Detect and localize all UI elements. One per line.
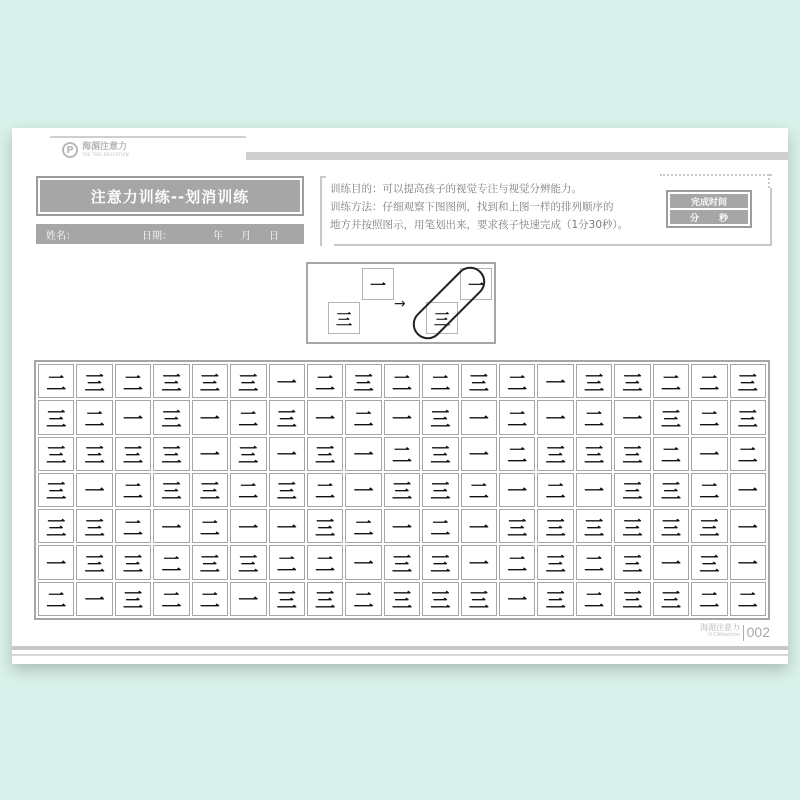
grid-cell[interactable]: 二 bbox=[576, 582, 612, 616]
grid-cell[interactable]: 三 bbox=[653, 400, 689, 434]
grid-cell[interactable]: 一 bbox=[345, 437, 381, 471]
grid-cell[interactable]: 一 bbox=[537, 364, 573, 398]
grid-cell[interactable]: 二 bbox=[499, 364, 535, 398]
grid-cell[interactable]: 一 bbox=[730, 473, 766, 507]
grid-cell[interactable]: 三 bbox=[499, 509, 535, 543]
instructions-frame-right bbox=[768, 188, 772, 246]
grid-cell[interactable]: 三 bbox=[38, 509, 74, 543]
example-cell-top: 一 bbox=[362, 268, 394, 300]
grid-cell[interactable]: 一 bbox=[76, 582, 112, 616]
grid-cell[interactable]: 三 bbox=[307, 582, 343, 616]
grid-cell[interactable]: 三 bbox=[269, 473, 305, 507]
grid-cell[interactable]: 一 bbox=[499, 473, 535, 507]
grid-cell[interactable]: 二 bbox=[499, 400, 535, 434]
grid-cell[interactable]: 三 bbox=[730, 400, 766, 434]
grid-cell[interactable]: 三 bbox=[614, 437, 650, 471]
grid-cell[interactable]: 三 bbox=[76, 364, 112, 398]
grid-cell[interactable]: 一 bbox=[653, 545, 689, 579]
grid-cell[interactable]: 三 bbox=[422, 437, 458, 471]
grid-cell[interactable]: 一 bbox=[230, 582, 266, 616]
footer-bar bbox=[12, 646, 788, 650]
example-cell-bottom: 三 bbox=[328, 302, 360, 334]
grid-cell[interactable]: 一 bbox=[115, 400, 151, 434]
grid-cell[interactable]: 二 bbox=[192, 509, 228, 543]
symbol-grid bbox=[38, 364, 766, 616]
brand-name-en: THE TIDE EDUCATION bbox=[82, 152, 129, 157]
footer-separator bbox=[743, 625, 744, 641]
page-title: 注意力训练--划消训练 bbox=[40, 180, 300, 212]
grid-cell[interactable]: 一 bbox=[192, 437, 228, 471]
grid-cell[interactable]: 三 bbox=[730, 364, 766, 398]
grid-cell[interactable]: 一 bbox=[499, 582, 535, 616]
completion-time-units bbox=[670, 210, 748, 224]
grid-cell[interactable]: 二 bbox=[576, 545, 612, 579]
footer-brand-en: H CAttention bbox=[708, 632, 740, 638]
grid-cell[interactable]: 一 bbox=[269, 437, 305, 471]
grid-cell[interactable]: 三 bbox=[38, 400, 74, 434]
grid-cell[interactable]: 二 bbox=[38, 364, 74, 398]
grid-cell[interactable]: 二 bbox=[192, 582, 228, 616]
month-label: 月 bbox=[241, 230, 251, 242]
grid-cell[interactable]: 一 bbox=[38, 545, 74, 579]
grid-cell[interactable]: 一 bbox=[345, 473, 381, 507]
instructions-frame-bottom bbox=[334, 240, 772, 246]
grid-cell[interactable]: 三 bbox=[614, 364, 650, 398]
grid-cell[interactable]: 二 bbox=[422, 509, 458, 543]
grid-cell[interactable]: 二 bbox=[730, 437, 766, 471]
instruction-method-cont: 地方并按照图示，用笔划出来，要求孩子快速完成（1分30秒）。 bbox=[330, 219, 629, 231]
header-notch bbox=[12, 152, 246, 160]
grid-cell[interactable]: 二 bbox=[576, 400, 612, 434]
grid-cell[interactable]: 二 bbox=[653, 364, 689, 398]
date-label: 日期： bbox=[142, 230, 172, 242]
instruction-purpose: 训练目的：可以提高孩子的视觉专注与视觉分辨能力。 bbox=[330, 183, 582, 195]
grid-cell[interactable]: 二 bbox=[499, 437, 535, 471]
grid-cell[interactable]: 二 bbox=[115, 509, 151, 543]
grid-cell[interactable]: 二 bbox=[38, 582, 74, 616]
grid-cell[interactable]: 一 bbox=[576, 473, 612, 507]
grid-cell[interactable]: 一 bbox=[537, 400, 573, 434]
grid-cell[interactable]: 三 bbox=[153, 364, 189, 398]
grid-cell[interactable]: 三 bbox=[653, 582, 689, 616]
grid-cell[interactable]: 三 bbox=[422, 473, 458, 507]
grid-cell[interactable]: 三 bbox=[653, 473, 689, 507]
grid-cell[interactable]: 二 bbox=[461, 473, 497, 507]
grid-cell[interactable]: 一 bbox=[730, 545, 766, 579]
grid-cell[interactable]: 一 bbox=[345, 545, 381, 579]
grid-cell[interactable]: 三 bbox=[345, 364, 381, 398]
grid-cell[interactable]: 三 bbox=[537, 437, 573, 471]
grid-cell[interactable]: 三 bbox=[461, 364, 497, 398]
grid-cell[interactable]: 三 bbox=[384, 545, 420, 579]
name-label: 姓名： bbox=[46, 230, 76, 242]
page-number: 002 bbox=[746, 624, 770, 640]
grid-cell[interactable]: 二 bbox=[653, 437, 689, 471]
year-label: 年 bbox=[213, 230, 223, 242]
grid-cell[interactable]: 二 bbox=[691, 400, 727, 434]
grid-cell[interactable]: 二 bbox=[499, 545, 535, 579]
grid-cell[interactable]: 一 bbox=[614, 400, 650, 434]
completion-time-label: 完成时间 bbox=[670, 194, 748, 208]
grid-cell[interactable]: 二 bbox=[691, 364, 727, 398]
grid-cell[interactable]: 三 bbox=[307, 509, 343, 543]
logo-icon: P bbox=[62, 142, 78, 158]
grid-cell[interactable]: 二 bbox=[691, 582, 727, 616]
grid-cell[interactable]: 一 bbox=[76, 473, 112, 507]
grid-cell[interactable]: 三 bbox=[614, 545, 650, 579]
grid-cell[interactable]: 三 bbox=[230, 545, 266, 579]
grid-cell[interactable]: 一 bbox=[384, 509, 420, 543]
grid-cell[interactable]: 三 bbox=[76, 545, 112, 579]
grid-cell[interactable]: 一 bbox=[461, 400, 497, 434]
grid-cell[interactable]: 二 bbox=[384, 437, 420, 471]
grid-cell[interactable]: 二 bbox=[76, 400, 112, 434]
grid-cell[interactable]: 三 bbox=[576, 364, 612, 398]
grid-cell[interactable]: 二 bbox=[345, 582, 381, 616]
grid-cell[interactable]: 一 bbox=[269, 509, 305, 543]
grid-cell[interactable]: 三 bbox=[115, 437, 151, 471]
grid-cell[interactable]: 三 bbox=[153, 473, 189, 507]
grid-cell[interactable]: 一 bbox=[730, 509, 766, 543]
grid-cell[interactable]: 三 bbox=[614, 509, 650, 543]
grid-cell[interactable]: 三 bbox=[76, 437, 112, 471]
instructions-frame-dots bbox=[660, 174, 772, 178]
grid-cell[interactable]: 二 bbox=[345, 509, 381, 543]
grid-cell[interactable]: 三 bbox=[115, 582, 151, 616]
arrow-icon: → bbox=[394, 296, 406, 312]
grid-cell[interactable]: 三 bbox=[691, 545, 727, 579]
instructions bbox=[330, 180, 660, 234]
completion-time-box bbox=[666, 190, 752, 228]
grid-cell[interactable]: 三 bbox=[38, 437, 74, 471]
title-box bbox=[36, 176, 304, 216]
footer-brand bbox=[700, 624, 740, 638]
grid-cell[interactable]: 三 bbox=[230, 437, 266, 471]
grid-cell[interactable]: 二 bbox=[691, 473, 727, 507]
grid-cell[interactable]: 三 bbox=[192, 364, 228, 398]
grid-cell[interactable]: 三 bbox=[461, 582, 497, 616]
grid-cell[interactable]: 三 bbox=[653, 509, 689, 543]
grid-cell[interactable]: 二 bbox=[307, 545, 343, 579]
grid-cell[interactable]: 三 bbox=[384, 473, 420, 507]
grid-cell[interactable]: 三 bbox=[192, 473, 228, 507]
grid-cell[interactable]: 一 bbox=[461, 437, 497, 471]
result-cell-top: 一 bbox=[460, 268, 492, 300]
grid-cell[interactable]: 一 bbox=[192, 400, 228, 434]
grid-cell[interactable]: 三 bbox=[537, 582, 573, 616]
grid-cell[interactable]: 三 bbox=[422, 545, 458, 579]
second-label: 秒 bbox=[718, 213, 728, 224]
grid-cell[interactable]: 三 bbox=[537, 509, 573, 543]
instructions-frame-dots-right bbox=[768, 174, 770, 188]
grid-cell[interactable]: 三 bbox=[576, 509, 612, 543]
grid-cell[interactable]: 三 bbox=[76, 509, 112, 543]
grid-cell[interactable]: 二 bbox=[307, 364, 343, 398]
grid-cell[interactable]: 二 bbox=[115, 364, 151, 398]
grid-cell[interactable]: 三 bbox=[192, 545, 228, 579]
symbol-grid-frame bbox=[34, 360, 770, 620]
grid-cell[interactable]: 一 bbox=[230, 509, 266, 543]
minute-label: 分 bbox=[689, 213, 699, 224]
grid-cell[interactable]: 三 bbox=[269, 400, 305, 434]
result-cell-bottom: 三 bbox=[426, 302, 458, 334]
example-diagram bbox=[306, 262, 496, 344]
brand-name-cn: 海湄注意力 bbox=[82, 142, 128, 152]
grid-cell[interactable]: 三 bbox=[153, 437, 189, 471]
instructions-frame-left bbox=[320, 176, 326, 246]
grid-cell[interactable]: 二 bbox=[730, 582, 766, 616]
grid-cell[interactable]: 三 bbox=[537, 545, 573, 579]
grid-cell[interactable]: 三 bbox=[614, 582, 650, 616]
grid-cell[interactable]: 一 bbox=[307, 400, 343, 434]
grid-cell[interactable]: 二 bbox=[422, 364, 458, 398]
grid-cell[interactable]: 二 bbox=[153, 582, 189, 616]
grid-cell[interactable]: 一 bbox=[153, 509, 189, 543]
grid-cell[interactable]: 三 bbox=[307, 437, 343, 471]
footer-bar-thin bbox=[12, 654, 788, 656]
grid-cell[interactable]: 三 bbox=[614, 473, 650, 507]
worksheet-page bbox=[12, 128, 788, 664]
instruction-method: 训练方法：仔细观察下图图例，找到和上图一样的排列顺序的 bbox=[330, 201, 614, 213]
grid-cell[interactable]: 二 bbox=[269, 545, 305, 579]
grid-cell[interactable]: 二 bbox=[115, 473, 151, 507]
grid-cell[interactable]: 三 bbox=[422, 582, 458, 616]
grid-cell[interactable]: 一 bbox=[269, 364, 305, 398]
grid-cell[interactable]: 二 bbox=[230, 473, 266, 507]
grid-cell[interactable]: 一 bbox=[461, 509, 497, 543]
grid-cell[interactable]: 三 bbox=[153, 400, 189, 434]
grid-cell[interactable]: 二 bbox=[384, 364, 420, 398]
grid-cell[interactable]: 一 bbox=[384, 400, 420, 434]
day-label: 日 bbox=[269, 230, 279, 242]
footer-brand-cn: 海湄注意力 bbox=[700, 623, 740, 632]
grid-cell[interactable]: 一 bbox=[461, 545, 497, 579]
grid-cell[interactable]: 三 bbox=[576, 437, 612, 471]
grid-cell[interactable]: 一 bbox=[691, 437, 727, 471]
brand-logo bbox=[62, 140, 129, 160]
grid-cell[interactable]: 二 bbox=[230, 400, 266, 434]
grid-cell[interactable]: 三 bbox=[230, 364, 266, 398]
grid-cell[interactable]: 二 bbox=[153, 545, 189, 579]
grid-cell[interactable]: 二 bbox=[307, 473, 343, 507]
info-bar bbox=[36, 224, 304, 244]
grid-cell[interactable]: 三 bbox=[691, 509, 727, 543]
grid-cell[interactable]: 二 bbox=[537, 473, 573, 507]
grid-cell[interactable]: 三 bbox=[384, 582, 420, 616]
grid-cell[interactable]: 二 bbox=[345, 400, 381, 434]
grid-cell[interactable]: 三 bbox=[38, 473, 74, 507]
grid-cell[interactable]: 三 bbox=[422, 400, 458, 434]
grid-cell[interactable]: 三 bbox=[115, 545, 151, 579]
grid-cell[interactable]: 三 bbox=[269, 582, 305, 616]
